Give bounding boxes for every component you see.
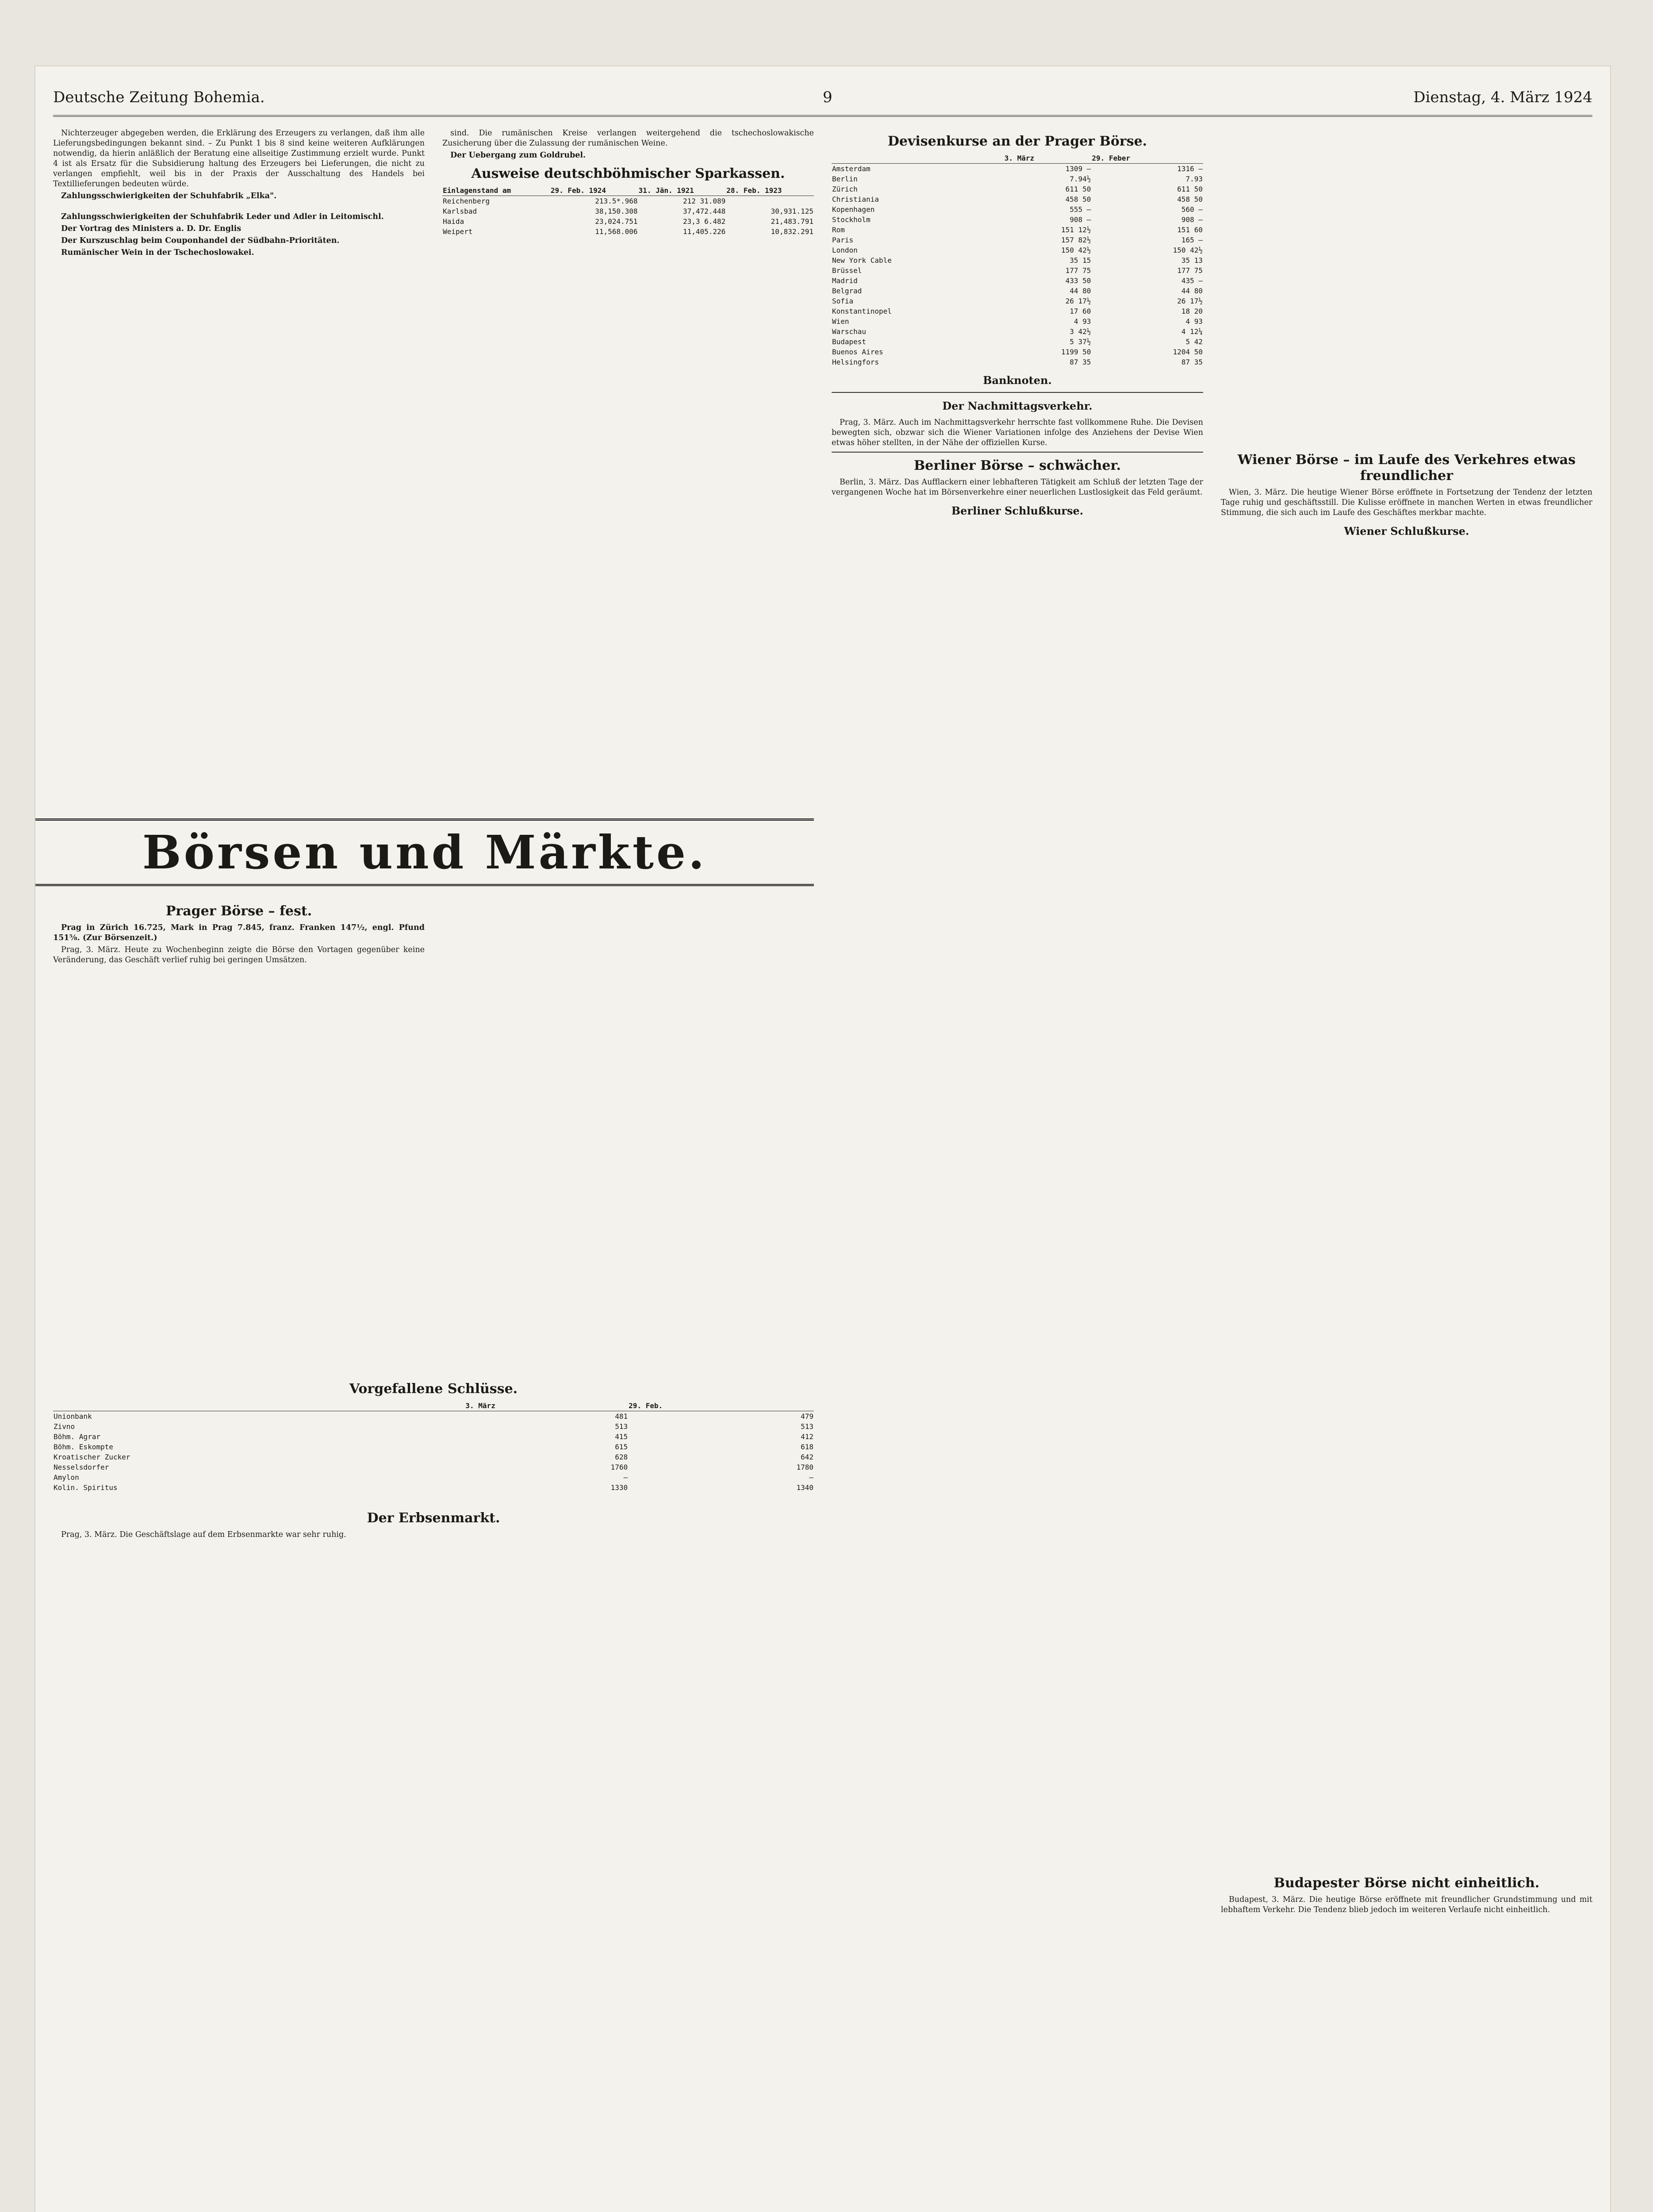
table-row <box>832 164 1203 174</box>
table-row <box>53 1462 814 1472</box>
table-cell: Konstantinopel <box>832 307 892 315</box>
table-cell: Brüssel <box>832 266 862 275</box>
table-cell: 7.93 <box>1185 175 1203 183</box>
table-cell: 4 93 <box>1185 317 1203 326</box>
table-header: 3. März <box>465 1401 628 1411</box>
table-row <box>832 337 1203 347</box>
table-cell: 150 42½ <box>1061 246 1091 254</box>
page-number: 9 <box>823 88 832 106</box>
table-cell: 618 <box>801 1443 813 1451</box>
article-paragraph: Prag in Zürich 16.725, Mark in Prag 7.845, franz. Franken 147½, engl. Pfund 151⅝. (Zur Börsenzeit.) <box>53 923 425 942</box>
table-cell: 44 80 <box>1070 287 1091 295</box>
table-cell: Wien <box>832 317 849 326</box>
table-cell: Reichenberg <box>443 197 490 205</box>
table-row <box>53 1442 814 1452</box>
article-heading: Der Uebergang zum Goldrubel. <box>450 151 586 160</box>
column-3 <box>832 128 1203 2212</box>
table-cell: Zürich <box>832 185 858 193</box>
table-cell: 87 35 <box>1070 358 1091 366</box>
article-paragraph: Berlin, 3. März. Das Aufflackern einer lebhafteren Tätigkeit am Schluß der letzten Tage der vergangenen Woche hat im Börsenverkehre einer neuerlichen Lustlosigkeit das Feld geräumt. <box>832 478 1203 497</box>
table-cell: Weipert <box>443 227 473 236</box>
table-cell: 87 35 <box>1181 358 1203 366</box>
table-row <box>442 206 814 216</box>
column-2 <box>442 128 814 801</box>
table-cell: 11,405.226 <box>683 227 726 236</box>
table-cell: 1780 <box>796 1463 813 1471</box>
table-cell: 26 17½ <box>1177 297 1203 305</box>
table-row <box>832 174 1203 184</box>
divider <box>832 452 1203 453</box>
table-header: 3. März <box>1004 153 1092 164</box>
table-cell: 7.94½ <box>1070 175 1091 183</box>
article-paragraph: Prag, 3. März. Auch im Nachmittagsverkehr herrschte fast vollkommene Ruhe. Die Devisen bewegten sich, obzwar sich die Wiener Variationen infolge des Anziehens der Devise Wien etwas höher stellten, in der Nähe der offiziellen Kurse. <box>832 418 1203 447</box>
sparkassen-table <box>442 185 814 237</box>
table-row <box>832 347 1203 357</box>
article-heading: Der Kurszuschlag beim Couponhandel der Südbahn-Prioritäten. <box>61 236 340 245</box>
article-heading: Zahlungsschwierigkeiten der Schuhfabrik „Elka". <box>61 192 277 200</box>
table-cell: 10,832.291 <box>771 227 813 236</box>
table-cell: 38,150.308 <box>595 207 638 215</box>
table-header <box>53 1401 465 1411</box>
table-header: Einlagenstand am <box>442 185 550 196</box>
table-cell: 177 75 <box>1065 266 1091 275</box>
table-cell: 177 75 <box>1177 266 1203 275</box>
table-cell: 611 50 <box>1065 185 1091 193</box>
berliner-boerse-title: Berliner Börse – schwächer. <box>913 458 1121 473</box>
table-cell: Budapest <box>832 338 867 346</box>
table-cell: Rom <box>832 226 845 234</box>
column-4 <box>1221 128 1592 2212</box>
table-cell: 37,472.448 <box>683 207 726 215</box>
table-cell: — <box>809 1473 813 1482</box>
table-cell: 1760 <box>610 1463 628 1471</box>
table-cell: Warschau <box>832 327 867 336</box>
table-header: 29. Feb. <box>628 1401 814 1411</box>
table-row <box>832 245 1203 255</box>
section-title: Börsen und Märkte. <box>35 818 814 886</box>
table-cell: 481 <box>615 1412 628 1421</box>
wiener-schlusskurse-title: Wiener Schlußkurse. <box>1344 525 1469 538</box>
table-row <box>832 225 1203 235</box>
article-heading: Zahlungsschwierigkeiten der Schuhfabrik Leder und Adler in Leitomischl. <box>61 212 384 221</box>
sparkassen-title: Ausweise deutschböhmischer Sparkassen. <box>471 166 785 181</box>
table-cell: 628 <box>615 1453 628 1461</box>
table-cell: Karlsbad <box>443 207 477 215</box>
table-cell: 213.5*.968 <box>595 197 638 205</box>
table-cell: Kopenhagen <box>832 205 875 214</box>
table-cell: 35 13 <box>1181 256 1203 265</box>
table-cell: 513 <box>801 1422 813 1431</box>
table-row <box>53 1452 814 1462</box>
table-row <box>442 216 814 227</box>
table-cell: Unionbank <box>54 1412 92 1421</box>
article-heading: Rumänischer Wein in der Tschechoslowakei. <box>61 248 254 257</box>
table-cell: 615 <box>615 1443 628 1451</box>
table-row <box>53 1482 814 1493</box>
divider <box>832 392 1203 393</box>
table-cell: 433 50 <box>1065 276 1091 285</box>
table-cell: New York Cable <box>832 256 892 265</box>
table-cell: 21,483.791 <box>771 217 813 226</box>
table-row <box>832 326 1203 337</box>
table-cell: 1199 50 <box>1061 348 1091 356</box>
devisen-title: Devisenkurse an der Prager Börse. <box>887 134 1147 149</box>
table-row <box>53 1432 814 1442</box>
table-cell: Buenos Aires <box>832 348 883 356</box>
table-cell: 17 60 <box>1070 307 1091 315</box>
table-cell: Kroatischer Zucker <box>54 1453 130 1461</box>
table-cell: Berlin <box>832 175 858 183</box>
table-cell: 642 <box>801 1453 813 1461</box>
table-cell: 150 42½ <box>1173 246 1203 254</box>
table-cell: — <box>623 1473 628 1482</box>
table-cell: 11,568.006 <box>595 227 638 236</box>
table-header: 28. Feb. 1923 <box>726 185 814 196</box>
table-row <box>832 306 1203 316</box>
table-cell: 908 – <box>1181 215 1203 224</box>
berliner-schlusskurse-title: Berliner Schlußkurse. <box>951 504 1084 517</box>
table-cell: Madrid <box>832 276 858 285</box>
table-row <box>832 235 1203 245</box>
table-cell: Stockholm <box>832 215 871 224</box>
nachmittag-title: Der Nachmittagsverkehr. <box>942 399 1093 412</box>
table-cell: 26 17½ <box>1065 297 1091 305</box>
table-cell: 1309 – <box>1065 165 1091 173</box>
prager-boerse-block <box>53 898 425 1349</box>
table-header: 31. Jän. 1921 <box>638 185 726 196</box>
table-row <box>53 1421 814 1432</box>
table-cell: 4 93 <box>1074 317 1091 326</box>
article-paragraph: Prag, 3. März. Heute zu Wochenbeginn zeigte die Börse den Vortagen gegenüber keine Veränderung, das Geschäft verlief ruhig bei geringen Umsätzen. <box>53 945 425 964</box>
text-filler <box>53 203 425 212</box>
budapester-boerse-title: Budapester Börse nicht einheitlich. <box>1273 1875 1540 1891</box>
table-cell: 165 – <box>1181 236 1203 244</box>
newspaper-page <box>35 66 1610 2212</box>
schluesse-block <box>53 1376 814 2154</box>
table-row <box>832 296 1203 306</box>
table-cell: 3 42½ <box>1070 327 1091 336</box>
table-cell: 30,931.125 <box>771 207 813 215</box>
wiener-boerse-title: Wiener Börse – im Laufe des Verkehres etwas freundlicher <box>1237 452 1576 484</box>
table-cell: 479 <box>801 1412 813 1421</box>
table-cell: 1330 <box>610 1483 628 1492</box>
table-row <box>832 215 1203 225</box>
table-cell: Nesselsdorfer <box>54 1463 109 1471</box>
table-header: 29. Feber <box>1091 153 1203 164</box>
table-cell: 23,024.751 <box>595 217 638 226</box>
wiener-schlusskurse-table <box>1221 543 1592 1870</box>
table-cell: Böhm. Eskompte <box>54 1443 113 1451</box>
article-paragraph: Wien, 3. März. Die heutige Wiener Börse eröffnete in Fortsetzung der Tendenz der letzten Tage ruhig und geschäftsstill. Die Kulisse eröffnete in manchen Werten in etwas freundlicher Stimmung, die sich auch im Laufe des Geschäftes merkbar machte. <box>1221 488 1592 517</box>
table-row <box>832 204 1203 215</box>
table-cell: 212 31.089 <box>683 197 726 205</box>
wiener-kurse-table <box>1221 128 1592 447</box>
table-cell <box>726 196 814 207</box>
article-paragraph: Nichterzeuger abgegeben werden, die Erklärung des Erzeugers zu verlangen, daß ihm alle Lieferungsbedingungen bekannt sind. – Zu Punkt 1 bis 8 sind keine weiteren Aufklärungen notwendig, da hierin anläßlich der Beratung eine allseitige Zustimmung erzielt wurde. Punkt 4 ist als Ersatz für die Subsidierung haltung des Erzeugers bei Lieferungen, die nicht zu verlangen empfiehlt, weil bis in der Praxis der Ausschaltung des Handels bei Textillieferungen bedeuten würde. <box>53 129 425 188</box>
page-header <box>53 84 1592 117</box>
table-cell: 412 <box>801 1432 813 1441</box>
article-paragraph: sind. Die rumänischen Kreise verlangen weitergehend die tschechoslowakische Zusicherung über die Zulassung der rumänischen Weine. <box>442 129 814 148</box>
article-paragraph: Budapest, 3. März. Die heutige Börse eröffnete mit freundlicher Grundstimmung und mit lebhaftem Verkehr. Die Tendenz blieb jedoch im weiteren Verlaufe nicht einheitlich. <box>1221 1895 1592 1914</box>
table-cell: 5 42 <box>1185 338 1203 346</box>
table-cell: Amsterdam <box>832 165 871 173</box>
table-cell: London <box>832 246 858 254</box>
table-row <box>442 227 814 237</box>
column-1 <box>53 128 425 801</box>
table-cell: Zivno <box>54 1422 75 1431</box>
table-row <box>832 194 1203 204</box>
table-cell: 458 50 <box>1065 195 1091 204</box>
table-row <box>53 1411 814 1422</box>
masthead: Deutsche Zeitung Bohemia. <box>53 88 265 106</box>
banknoten-title: Banknoten. <box>983 374 1052 387</box>
table-cell: Belgrad <box>832 287 862 295</box>
table-header <box>832 153 1004 164</box>
table-cell: 35 15 <box>1070 256 1091 265</box>
table-row <box>832 255 1203 265</box>
table-row <box>832 357 1203 367</box>
table-row <box>832 316 1203 326</box>
table-cell: 1316 – <box>1177 165 1203 173</box>
table-row <box>832 286 1203 296</box>
schluesse-table <box>53 1401 814 1493</box>
table-cell: Haida <box>443 217 464 226</box>
table-cell: 5 37½ <box>1070 338 1091 346</box>
table-cell: Sofia <box>832 297 854 305</box>
table-cell: 4 12¼ <box>1181 327 1203 336</box>
table-row <box>53 1472 814 1482</box>
table-cell: 151 60 <box>1177 226 1203 234</box>
table-cell: 555 – <box>1070 205 1091 214</box>
table-cell: 415 <box>615 1432 628 1441</box>
devisen-table <box>832 153 1203 367</box>
table-header: 29. Feb. 1924 <box>550 185 638 196</box>
erbsenmarkt-title: Der Erbsenmarkt. <box>367 1510 500 1526</box>
table-cell: 18 20 <box>1181 307 1203 315</box>
table-cell: 1340 <box>796 1483 813 1492</box>
table-cell: 151 12½ <box>1061 226 1091 234</box>
table-cell: 513 <box>615 1422 628 1431</box>
table-row <box>832 276 1203 286</box>
table-row <box>832 265 1203 276</box>
prager-boerse-title: Prager Börse – fest. <box>165 903 312 919</box>
table-cell: 611 50 <box>1177 185 1203 193</box>
table-row <box>442 196 814 207</box>
table-row <box>832 184 1203 194</box>
schluesse-title: Vorgefallene Schlüsse. <box>349 1381 518 1397</box>
table-cell: 435 – <box>1181 276 1203 285</box>
article-heading: Der Vortrag des Ministers a. D. Dr. Englis <box>61 224 242 233</box>
table-cell: 1204 50 <box>1173 348 1203 356</box>
issue-date: Dienstag, 4. März 1924 <box>1413 88 1592 106</box>
table-cell: 908 – <box>1070 215 1091 224</box>
table-cell: Helsingfors <box>832 358 879 366</box>
article-paragraph: Prag, 3. März. Die Geschäftslage auf dem Erbsenmarkte war sehr ruhig. <box>61 1530 346 1539</box>
table-cell: Paris <box>832 236 854 244</box>
table-cell: Kolin. Spiritus <box>54 1483 118 1492</box>
table-cell: 458 50 <box>1177 195 1203 204</box>
table-cell: 560 – <box>1181 205 1203 214</box>
table-cell: Böhm. Agrar <box>54 1432 100 1441</box>
table-cell: 23,3 6.482 <box>683 217 726 226</box>
table-cell: Amylon <box>54 1473 79 1482</box>
table-cell: 157 82½ <box>1061 236 1091 244</box>
table-cell: 44 80 <box>1181 287 1203 295</box>
table-cell: Christiania <box>832 195 879 204</box>
